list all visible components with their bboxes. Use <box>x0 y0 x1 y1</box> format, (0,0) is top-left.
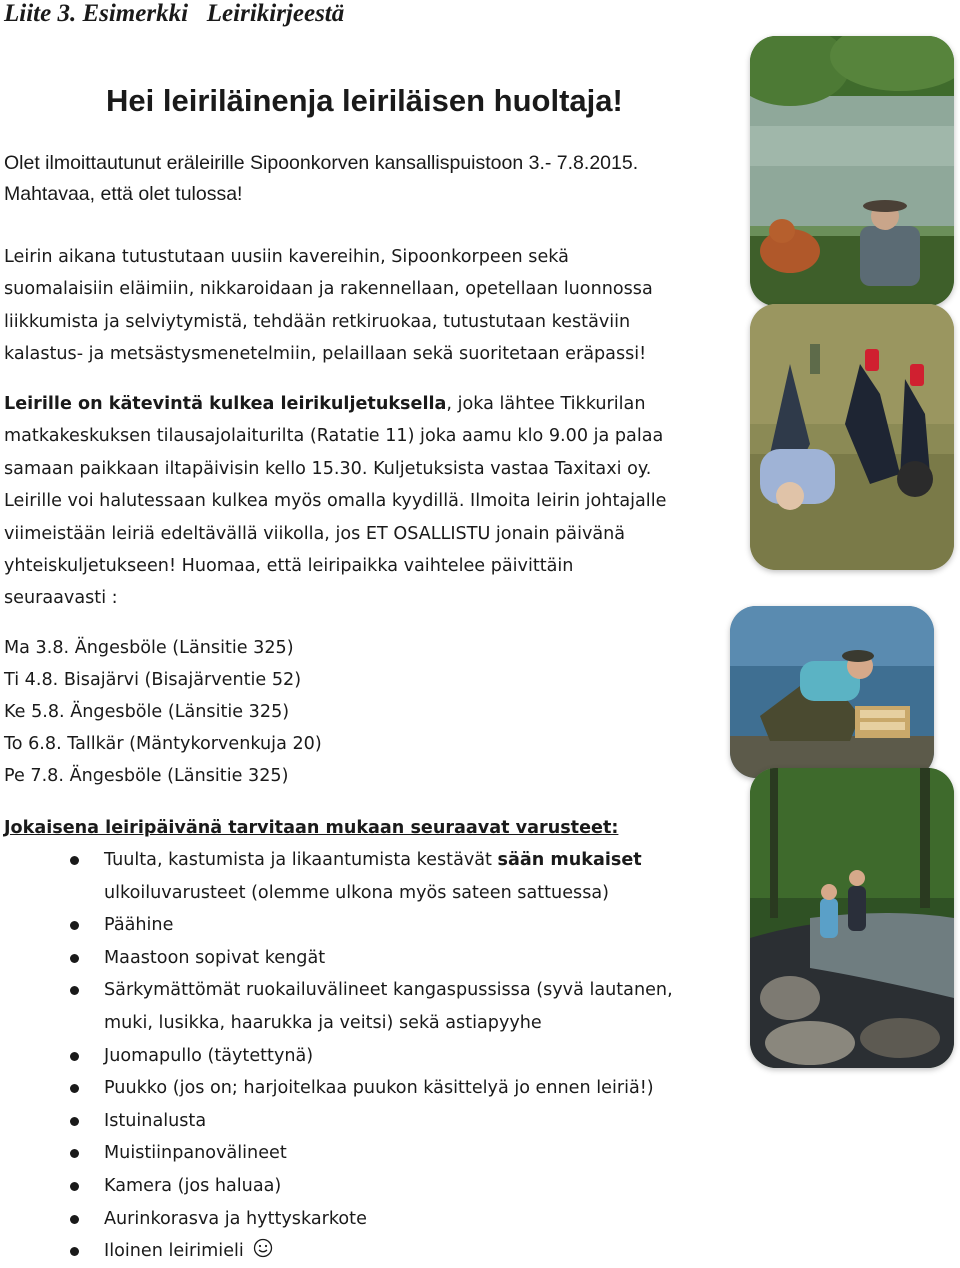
bullet-dot-icon <box>70 1149 79 1158</box>
gear-text: Kamera (jos haluaa) <box>104 1175 282 1196</box>
transport-line: viimeistään leiriä edeltävällä viikolla, jos ET OSALLISTU jonain päivänä <box>4 523 626 544</box>
gear-bold-text: sään mukaiset <box>497 850 642 870</box>
bullet-dot-icon <box>70 1182 79 1191</box>
river-photo-image <box>750 768 954 1068</box>
gear-list-item <box>0 1040 673 1073</box>
gear-text: Maastoon sopivat kengät <box>104 947 326 968</box>
bullet-dot-icon <box>70 1215 79 1224</box>
gear-list-item <box>0 1170 673 1203</box>
bullet-dot-icon <box>70 1117 79 1126</box>
gear-list-item <box>0 1105 673 1138</box>
transport-paragraph <box>4 388 744 615</box>
river-fishing-photo <box>750 768 954 1068</box>
gear-text: Iloinen leirimieli <box>104 1241 244 1262</box>
transport-line: seuraavasti : <box>4 588 118 609</box>
schedule-list <box>4 632 322 792</box>
gear-text: Puukko (jos on; harjoitelkaa puukon käsittelyä jo ennen leiriä!) <box>104 1078 654 1099</box>
gear-text: Muistiinpanovälineet <box>104 1143 287 1164</box>
gear-list <box>0 844 673 1268</box>
appendix-heading: Liite 3. Esimerkki Leirikirjeestä <box>4 0 345 27</box>
bullet-dot-icon <box>70 1247 79 1256</box>
gear-text: Päähine <box>104 915 174 936</box>
activities-line: kalastus- ja metsästysmenetelmiin, pelaillaan sekä suoritetaan eräpassi! <box>4 344 647 365</box>
intro-line: Mahtavaa, että olet tulossa! <box>4 183 243 205</box>
gear-list-item <box>0 1203 673 1236</box>
gear-list-item <box>0 1137 673 1170</box>
gear-text: Särkymättömät ruokailuvälineet kangaspussissa (syvä lautanen, <box>104 980 673 1001</box>
gear-list-item <box>0 942 673 975</box>
bullet-dot-icon <box>70 921 79 930</box>
lake-photo-image <box>750 36 954 306</box>
transport-text: , joka lähtee Tikkurilan <box>446 394 646 414</box>
children-on-grass-photo <box>750 304 954 570</box>
schedule-item: Pe 7.8. Ängesböle (Länsitie 325) <box>4 766 289 786</box>
activities-paragraph <box>4 241 744 371</box>
gear-heading: Jokaisena leiripäivänä tarvitaan mukaan seuraavat varusteet: <box>4 818 619 838</box>
activities-line: Leirin aikana tutustutaan uusiin kavereihin, Sipoonkorpeen sekä <box>4 247 569 267</box>
gear-list-item <box>0 974 673 1039</box>
children-photo-image <box>750 304 954 570</box>
fishing-box-photo <box>730 606 934 778</box>
bullet-dot-icon <box>70 856 79 865</box>
gear-text: Juomapullo (täytettynä) <box>104 1045 314 1066</box>
bullet-dot-icon <box>70 986 79 995</box>
gear-text-continued: muki, lusikka, haarukka ja veitsi) sekä astiapyyhe <box>104 1012 542 1033</box>
gear-list-item <box>0 844 673 909</box>
gear-text: Tuulta, kastumista ja likaantumista kestävät <box>104 850 498 870</box>
fishing-photo-image <box>730 606 934 778</box>
activities-line: liikkumista ja selviytymistä, tehdään retkiruokaa, tutustutaan kestäviin <box>4 311 631 332</box>
gear-list-item <box>0 1235 673 1268</box>
bullet-dot-icon <box>70 954 79 963</box>
intro-paragraph <box>4 148 744 210</box>
transport-line: matkakeskuksen tilausajolaiturilta (Ratatie 11) joka aamu klo 9.00 ja palaa <box>4 426 664 447</box>
bullet-dot-icon <box>70 1084 79 1093</box>
gear-list-item <box>0 1072 673 1105</box>
gear-text-continued: ulkoiluvarusteet (olemme ulkona myös sateen sattuessa) <box>104 882 610 903</box>
schedule-item: Ke 5.8. Ängesböle (Länsitie 325) <box>4 702 290 722</box>
smiley-face-icon <box>253 1238 273 1258</box>
transport-line: yhteiskuljetukseen! Huomaa, että leiripaikka vaihtelee päivittäin <box>4 556 574 577</box>
schedule-item: Ti 4.8. Bisajärvi (Bisajärventie 52) <box>4 670 302 690</box>
lake-photo <box>750 36 954 306</box>
gear-text: Istuinalusta <box>104 1110 207 1131</box>
gear-text: Aurinkorasva ja hyttyskarkote <box>104 1208 367 1229</box>
schedule-item: To 6.8. Tallkär (Mäntykorvenkuja 20) <box>4 734 322 754</box>
activities-line: suomalaisiin eläimiin, nikkaroidaan ja rakennellaan, opetellaan luonnossa <box>4 279 653 300</box>
greeting-title: Hei leiriläinenja leiriläisen huoltaja! <box>106 83 623 118</box>
transport-line: Leirille voi halutessaan kulkea myös omalla kyydillä. Ilmoita leirin johtajalle <box>4 491 667 512</box>
gear-list-item <box>0 909 673 942</box>
intro-line: Olet ilmoittautunut eräleirille Sipoonkorven kansallispuistoon 3.- 7.8.2015. <box>4 152 639 174</box>
bullet-dot-icon <box>70 1052 79 1061</box>
transport-bold-text: Leirille on kätevintä kulkea leirikuljetuksella <box>4 394 447 414</box>
schedule-item: Ma 3.8. Ängesböle (Länsitie 325) <box>4 638 294 658</box>
transport-line: samaan paikkaan iltapäivisin kello 15.30. Kuljetuksista vastaa Taxitaxi oy. <box>4 458 652 479</box>
transport-line <box>4 388 744 420</box>
